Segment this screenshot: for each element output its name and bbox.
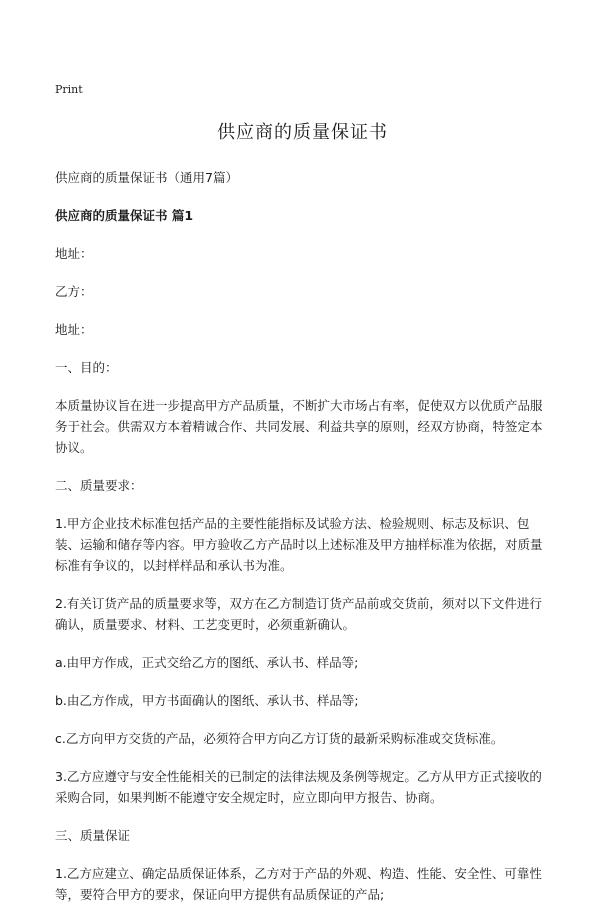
- document-subtitle: 供应商的质量保证书（通用7篇）: [55, 170, 238, 185]
- heading-quality-assurance: 三、质量保证: [55, 828, 131, 843]
- list-item-a: a.由甲方作成，正式交给乙方的图纸、承认书、样品等;: [55, 655, 359, 670]
- party-b-line: 乙方：: [55, 284, 93, 299]
- document-title: 供应商的质量保证书: [217, 122, 388, 143]
- paragraph-requirement-3: 3.乙方应遵守与安全性能相关的已制定的法律法规及条例等规定。乙方从甲方正式接收的采购合同，如果判断不能遵守安全规定时，应立即向甲方报告、协商。: [55, 769, 542, 805]
- heading-quality-requirements: 二、质量要求：: [55, 478, 143, 493]
- paragraph-purpose: 本质量协议旨在进一步提高甲方产品质量，不断扩大市场占有率，促使双方以优质产品服务于社会。供需双方本着精诚合作、共同发展、利益共享的原则，经双方协商，特签定本协议。: [55, 398, 543, 455]
- list-item-b: b.由乙方作成，甲方书面确认的图纸、承认书、样品等;: [55, 693, 359, 708]
- address-line-1: 地址：: [55, 246, 93, 261]
- paragraph-requirement-2: 2.有关订货产品的质量要求等，双方在乙方制造订货产品前或交货前，须对以下文件进行确认，质量要求、材料、工艺变更时，必须重新确认。: [55, 596, 542, 632]
- list-item-c: c.乙方向甲方交货的产品，必须符合甲方向乙方订货的最新采购标准或交货标准。: [55, 731, 504, 746]
- paragraph-requirement-1: 1.甲方企业技术标准包括产品的主要性能指标及试验方法、检验规则、标志及标识、包装、运输和储存等内容。甲方验收乙方产品时以上述标准及甲方抽样标准为依据，对质量标准有争议的，以封样样品和承认书为准。: [55, 516, 543, 573]
- paragraph-assurance-1: 1.乙方应建立、确定品质保证体系，乙方对于产品的外观、构造、性能、安全性、可靠性等，要符合甲方的要求，保证向甲方提供有品质保证的产品;: [55, 866, 542, 902]
- print-link[interactable]: Print: [55, 83, 83, 96]
- section-heading: 供应商的质量保证书 篇1: [55, 208, 194, 223]
- document-body: [55, 118, 550, 922]
- address-line-2: 地址：: [55, 322, 93, 337]
- heading-purpose: 一、目的：: [55, 360, 118, 375]
